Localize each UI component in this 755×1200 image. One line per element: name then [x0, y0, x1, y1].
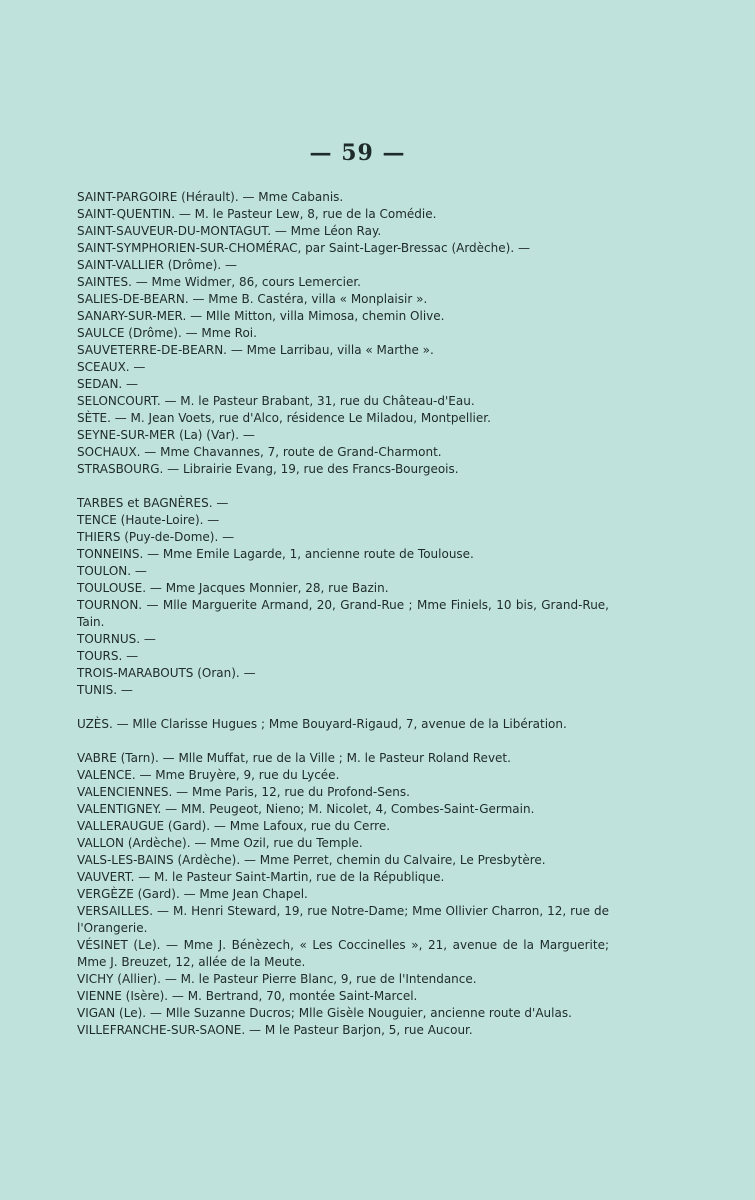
list-item: TENCE (Haute-Loire). —	[77, 513, 220, 527]
list-item: SAUVETERRE-DE-BEARN. — Mme Larribau, villa « Marthe ».	[77, 343, 434, 357]
list-item: SEYNE-SUR-MER (La) (Var). —	[77, 428, 255, 442]
list-item: TOULOUSE. — Mme Jacques Monnier, 28, rue Bazin.	[77, 581, 389, 595]
list-item: SAINTES. — Mme Widmer, 86, cours Lemercier.	[77, 275, 361, 289]
list-item: TROIS-MARABOUTS (Oran). —	[77, 666, 256, 680]
list-item: SAINT-SAUVEUR-DU-MONTAGUT. — Mme Léon Ray.	[77, 224, 382, 238]
list-item: TOULON. —	[77, 564, 147, 578]
list-item: TOURS. —	[77, 649, 139, 663]
list-item: VERGÈZE (Gard). — Mme Jean Chapel.	[77, 887, 308, 901]
list-item: VIENNE (Isère). — M. Bertrand, 70, montée Saint-Marcel.	[77, 989, 418, 1003]
list-item: SALIES-DE-BEARN. — Mme B. Castéra, villa « Monplaisir ».	[77, 292, 428, 306]
list-item: TONNEINS. — Mme Emile Lagarde, 1, ancienne route de Toulouse.	[77, 547, 474, 561]
list-item: VALENCIENNES. — Mme Paris, 12, rue du Profond-Sens.	[77, 785, 410, 799]
list-item: VALENCE. — Mme Bruyère, 9, rue du Lycée.	[77, 768, 340, 782]
list-item: VALLERAUGUE (Gard). — Mme Lafoux, rue du Cerre.	[77, 819, 391, 833]
list-item: SAINT-PARGOIRE (Hérault). — Mme Cabanis.	[77, 190, 344, 204]
list-item: VERSAILLES. — M. Henri Steward, 19, rue Notre-Dame; Mme Ollivier Charron, 12, rue de l'Orangerie.	[77, 904, 609, 935]
list-item: SEDAN. —	[77, 377, 139, 391]
list-item: TARBES et BAGNÈRES. —	[77, 496, 229, 510]
list-item: STRASBOURG. — Librairie Evang, 19, rue des Francs-Bourgeois.	[77, 462, 459, 476]
list-item: TUNIS. —	[77, 683, 133, 697]
list-item: SAINT-VALLIER (Drôme). —	[77, 258, 238, 272]
list-item: SELONCOURT. — M. le Pasteur Brabant, 31, rue du Château-d'Eau.	[77, 394, 475, 408]
list-item: SAINT-QUENTIN. — M. le Pasteur Lew, 8, rue de la Comédie.	[77, 207, 437, 221]
section-gap	[77, 699, 609, 716]
directory-list	[77, 189, 609, 1039]
page-number: — 59 —	[309, 140, 406, 166]
list-item: SOCHAUX. — Mme Chavannes, 7, route de Grand-Charmont.	[77, 445, 442, 459]
list-item: THIERS (Puy-de-Dome). —	[77, 530, 235, 544]
list-item: VABRE (Tarn). — Mlle Muffat, rue de la Ville ; M. le Pasteur Roland Revet.	[77, 751, 511, 765]
list-item: TOURNUS. —	[77, 632, 156, 646]
list-item: VAUVERT. — M. le Pasteur Saint-Martin, rue de la République.	[77, 870, 445, 884]
list-item: VALENTIGNEY. — MM. Peugeot, Nieno; M. Nicolet, 4, Combes-Saint-Germain.	[77, 802, 535, 816]
section-gap	[77, 733, 609, 750]
list-item: SAULCE (Drôme). — Mme Roi.	[77, 326, 257, 340]
list-item: VILLEFRANCHE-SUR-SAONE. — M le Pasteur Barjon, 5, rue Aucour.	[77, 1023, 473, 1037]
list-item: VALS-LES-BAINS (Ardèche). — Mme Perret, chemin du Calvaire, Le Presbytère.	[77, 853, 546, 867]
list-item: SAINT-SYMPHORIEN-SUR-CHOMÉRAC, par Saint-Lager-Bressac (Ardèche). —	[77, 241, 530, 255]
list-item: TOURNON. — Mlle Marguerite Armand, 20, Grand-Rue ; Mme Finiels, 10 bis, Grand-Rue, Tain.	[77, 598, 609, 629]
list-item: VALLON (Ardèche). — Mme Ozil, rue du Temple.	[77, 836, 363, 850]
list-item: UZÈS. — Mlle Clarisse Hugues ; Mme Bouyard-Rigaud, 7, avenue de la Libération.	[77, 717, 567, 731]
list-item: SANARY-SUR-MER. — Mlle Mitton, villa Mimosa, chemin Olive.	[77, 309, 445, 323]
section-gap	[77, 478, 609, 495]
list-item: VÉSINET (Le). — Mme J. Bénèzech, « Les Coccinelles », 21, avenue de la Marguerite; Mme J. Breuzet, 12, allée de la Meute.	[77, 938, 609, 969]
list-item: SÈTE. — M. Jean Voets, rue d'Alco, résidence Le Miladou, Montpellier.	[77, 411, 491, 425]
list-item: VICHY (Allier). — M. le Pasteur Pierre Blanc, 9, rue de l'Intendance.	[77, 972, 477, 986]
list-item: VIGAN (Le). — Mlle Suzanne Ducros; Mlle Gisèle Nouguier, ancienne route d'Aulas.	[77, 1006, 572, 1020]
list-item: SCEAUX. —	[77, 360, 146, 374]
